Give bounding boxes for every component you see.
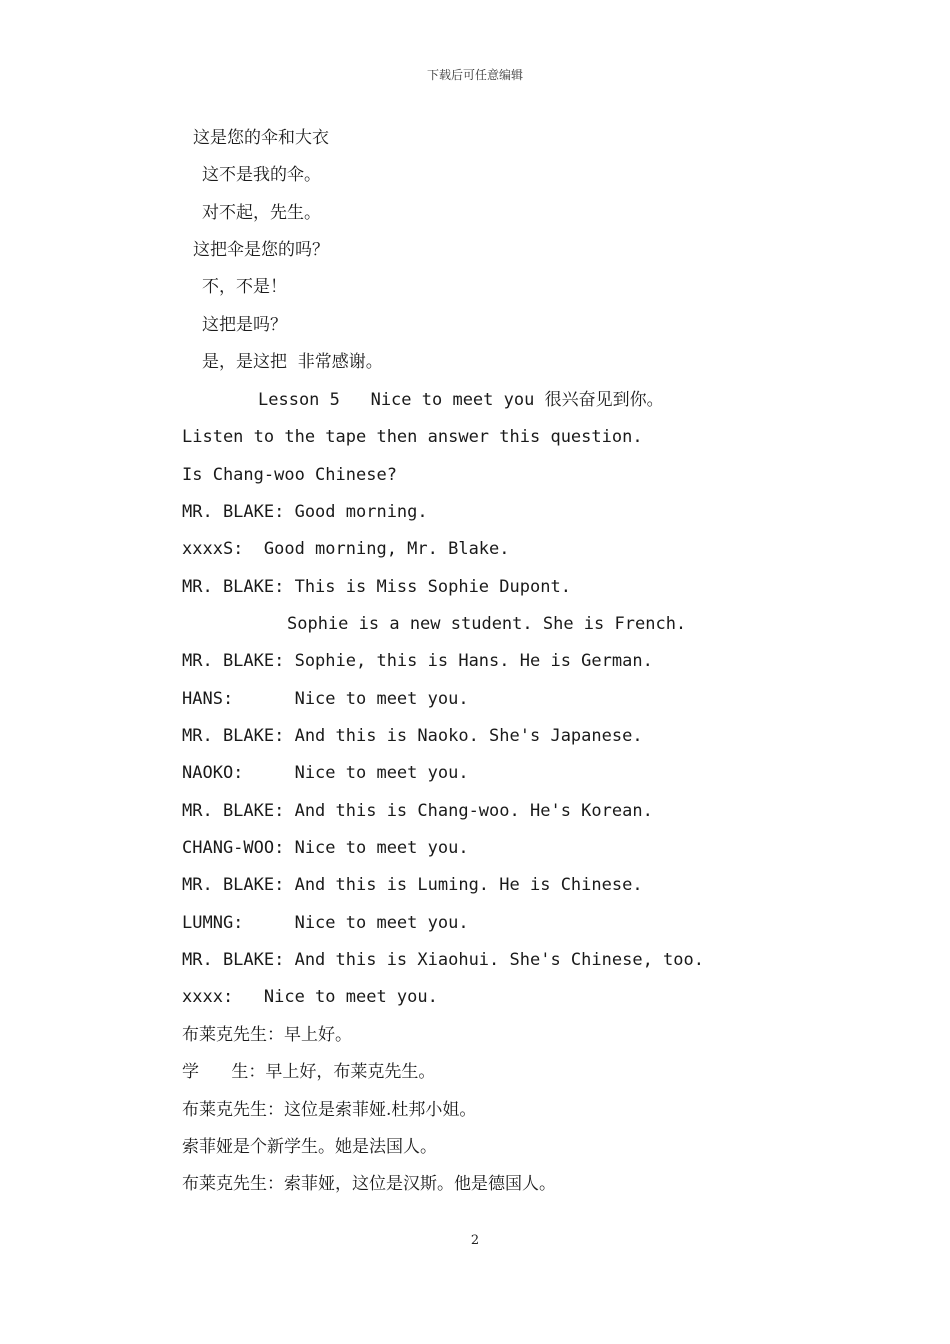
dialogue-line: MR. BLAKE: Good morning. xyxy=(182,502,428,522)
text-line: 对不起，先生。 xyxy=(202,203,321,223)
text-line: Is Chang-woo Chinese? xyxy=(182,465,397,485)
dialogue-line: NAOKO: Nice to meet you. xyxy=(182,763,469,783)
dialogue-line: MR. BLAKE: And this is Naoko. She's Japanese. xyxy=(182,726,643,746)
page-header: 下载后可任意编辑 xyxy=(426,68,523,82)
dialogue-line: HANS: Nice to meet you. xyxy=(182,689,469,709)
dialogue-line: xxxxS: Good morning, Mr. Blake. xyxy=(182,539,510,559)
dialogue-line: LUMNG: Nice to meet you. xyxy=(182,913,469,933)
text-line: 这把是吗？ xyxy=(202,315,287,335)
dialogue-line: MR. BLAKE: Sophie, this is Hans. He is German. xyxy=(182,651,653,671)
translation-line: 布莱克先生：索菲娅，这位是汉斯。他是德国人。 xyxy=(182,1174,556,1194)
dialogue-line: MR. BLAKE: And this is Luming. He is Chinese. xyxy=(182,875,643,895)
translation-line: 索菲娅是个新学生。她是法国人。 xyxy=(182,1137,437,1157)
text-line: 这不是我的伞。 xyxy=(202,165,321,185)
translation-line: 布莱克先生：这位是索菲娅.杜邦小姐。 xyxy=(182,1100,477,1120)
translation-line: 布莱克先生：早上好。 xyxy=(182,1025,352,1045)
dialogue-line: Sophie is a new student. She is French. xyxy=(287,614,687,634)
dialogue-line: MR. BLAKE: And this is Xiaohui. She's Chinese, too. xyxy=(182,950,704,970)
dialogue-line: MR. BLAKE: And this is Chang-woo. He's Korean. xyxy=(182,801,653,821)
dialogue-line: xxxx: Nice to meet you. xyxy=(182,987,438,1007)
text-line: 是，是这把 非常感谢。 xyxy=(202,352,383,372)
text-line: 这把伞是您的吗？ xyxy=(193,240,329,260)
text-line: 不，不是！ xyxy=(202,277,287,297)
text-line: 这是您的伞和大衣 xyxy=(193,128,329,148)
lesson-title: Lesson 5 Nice to meet you 很兴奋见到你。 xyxy=(258,390,664,410)
translation-line: 学 生：早上好，布莱克先生。 xyxy=(182,1062,436,1082)
dialogue-line: CHANG-WOO: Nice to meet you. xyxy=(182,838,469,858)
page-number: 2 xyxy=(470,1233,480,1248)
dialogue-line: MR. BLAKE: This is Miss Sophie Dupont. xyxy=(182,577,571,597)
text-line: Listen to the tape then answer this question. xyxy=(182,427,643,447)
